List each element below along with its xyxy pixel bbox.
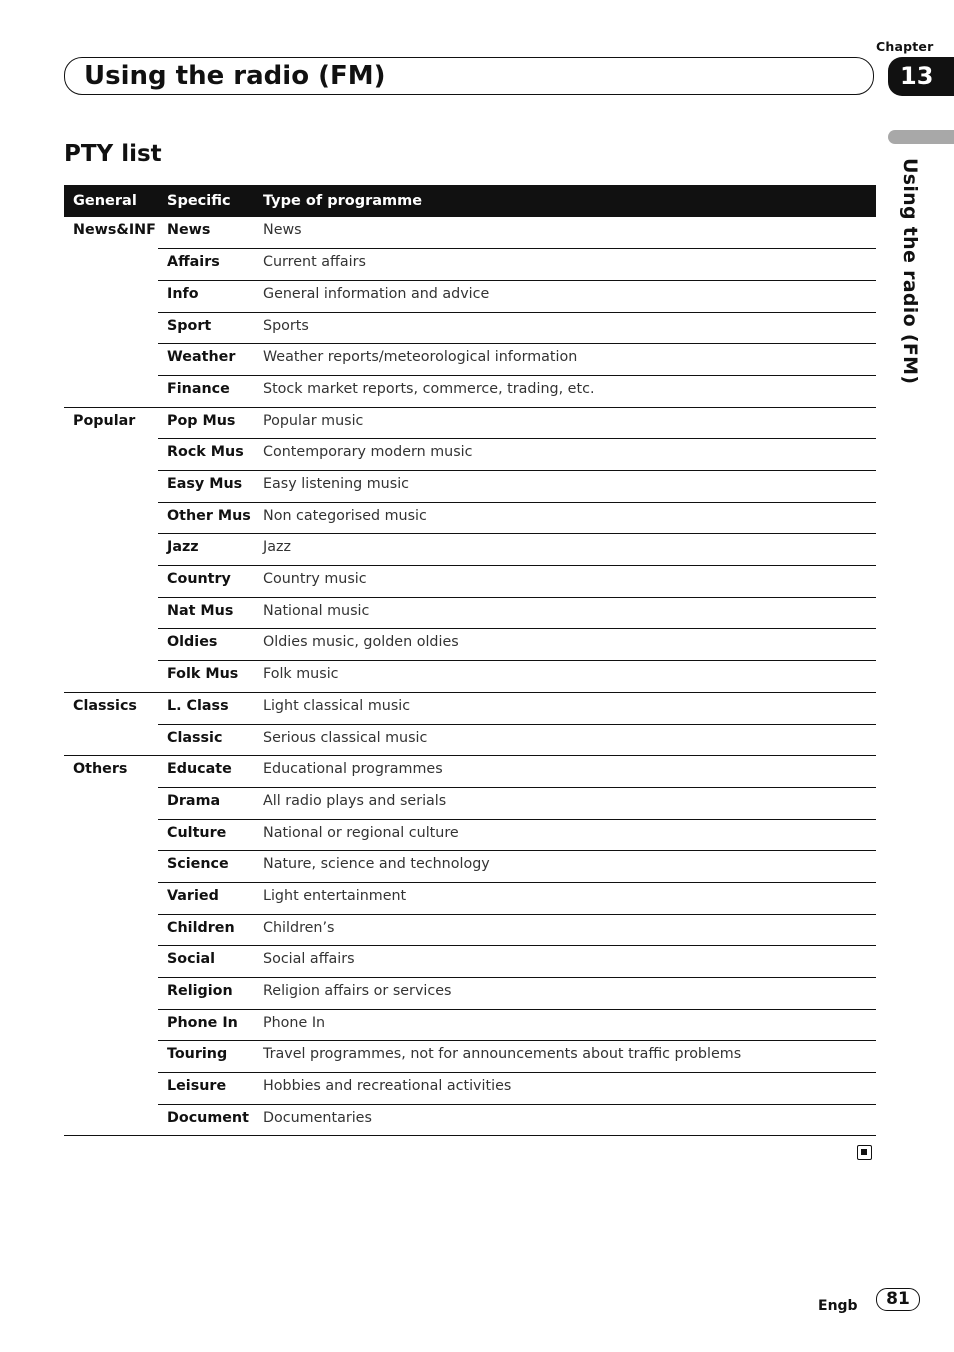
table-row: [64, 471, 876, 503]
specific-cell: News: [158, 217, 254, 249]
specific-cell: Nat Mus: [158, 597, 254, 629]
specific-cell: Other Mus: [158, 502, 254, 534]
programme-type-cell: General information and advice: [254, 280, 876, 312]
column-header-general: General: [64, 185, 158, 217]
table-row: [64, 344, 876, 376]
table-row: [64, 280, 876, 312]
table-row: [64, 439, 876, 471]
programme-type-cell: Light classical music: [254, 692, 876, 724]
table-row: [64, 882, 876, 914]
table-row: [64, 756, 876, 788]
page-number: 81: [876, 1288, 920, 1311]
chapter-label: Chapter: [876, 39, 934, 54]
specific-cell: Culture: [158, 819, 254, 851]
table-row: [64, 851, 876, 883]
specific-cell: L. Class: [158, 692, 254, 724]
pty-table: [64, 185, 876, 1136]
chapter-title-bar: [64, 57, 874, 95]
specific-cell: Rock Mus: [158, 439, 254, 471]
general-category-cell: Others: [64, 756, 158, 1136]
side-tab-bar: [888, 130, 954, 144]
specific-cell: Pop Mus: [158, 407, 254, 439]
specific-cell: Children: [158, 914, 254, 946]
programme-type-cell: Country music: [254, 566, 876, 598]
specific-cell: Document: [158, 1104, 254, 1136]
specific-cell: Jazz: [158, 534, 254, 566]
table-row: [64, 787, 876, 819]
specific-cell: Religion: [158, 978, 254, 1010]
table-row: [64, 407, 876, 439]
column-header-specific: Specific: [158, 185, 254, 217]
specific-cell: Classic: [158, 724, 254, 756]
table-row: [64, 217, 876, 249]
table-row: [64, 946, 876, 978]
footer-language: Engb: [818, 1298, 858, 1314]
specific-cell: Finance: [158, 375, 254, 407]
general-category-cell: News&INF: [64, 217, 158, 407]
programme-type-cell: Sports: [254, 312, 876, 344]
specific-cell: Leisure: [158, 1073, 254, 1105]
table-row: [64, 819, 876, 851]
specific-cell: Easy Mus: [158, 471, 254, 503]
programme-type-cell: Phone In: [254, 1009, 876, 1041]
specific-cell: Social: [158, 946, 254, 978]
programme-type-cell: Jazz: [254, 534, 876, 566]
chapter-number-tab: [888, 57, 954, 96]
chapter-number: 13: [900, 62, 934, 90]
table-row: [64, 1104, 876, 1136]
specific-cell: Oldies: [158, 629, 254, 661]
specific-cell: Science: [158, 851, 254, 883]
programme-type-cell: Folk music: [254, 661, 876, 693]
specific-cell: Educate: [158, 756, 254, 788]
table-row: [64, 692, 876, 724]
specific-cell: Phone In: [158, 1009, 254, 1041]
pty-table-header: [64, 185, 876, 217]
programme-type-cell: Travel programmes, not for announcements about traffic problems: [254, 1041, 876, 1073]
general-category-cell: Popular: [64, 407, 158, 692]
table-row: [64, 724, 876, 756]
table-row: [64, 375, 876, 407]
programme-type-cell: Oldies music, golden oldies: [254, 629, 876, 661]
specific-cell: Sport: [158, 312, 254, 344]
programme-type-cell: Easy listening music: [254, 471, 876, 503]
programme-type-cell: Documentaries: [254, 1104, 876, 1136]
section-heading: PTY list: [64, 141, 162, 167]
table-row: [64, 502, 876, 534]
side-tab-text: Using the radio (FM): [899, 158, 921, 385]
end-of-section-square-icon: [857, 1145, 872, 1160]
programme-type-cell: Serious classical music: [254, 724, 876, 756]
table-row: [64, 661, 876, 693]
specific-cell: Varied: [158, 882, 254, 914]
programme-type-cell: Children’s: [254, 914, 876, 946]
programme-type-cell: National or regional culture: [254, 819, 876, 851]
specific-cell: Info: [158, 280, 254, 312]
table-row: [64, 534, 876, 566]
programme-type-cell: Non categorised music: [254, 502, 876, 534]
programme-type-cell: Popular music: [254, 407, 876, 439]
specific-cell: Touring: [158, 1041, 254, 1073]
programme-type-cell: All radio plays and serials: [254, 787, 876, 819]
programme-type-cell: Current affairs: [254, 249, 876, 281]
programme-type-cell: Light entertainment: [254, 882, 876, 914]
specific-cell: Folk Mus: [158, 661, 254, 693]
programme-type-cell: Hobbies and recreational activities: [254, 1073, 876, 1105]
specific-cell: Drama: [158, 787, 254, 819]
table-row: [64, 1041, 876, 1073]
column-header-type: Type of programme: [254, 185, 876, 217]
chapter-title: Using the radio (FM): [84, 61, 386, 91]
specific-cell: Country: [158, 566, 254, 598]
specific-cell: Weather: [158, 344, 254, 376]
programme-type-cell: Educational programmes: [254, 756, 876, 788]
table-row: [64, 597, 876, 629]
programme-type-cell: Religion affairs or services: [254, 978, 876, 1010]
header-row: [64, 185, 876, 217]
general-category-cell: Classics: [64, 692, 158, 755]
table-row: [64, 1009, 876, 1041]
programme-type-cell: Nature, science and technology: [254, 851, 876, 883]
table-row: [64, 566, 876, 598]
specific-cell: Affairs: [158, 249, 254, 281]
pty-table-body: [64, 217, 876, 1136]
programme-type-cell: Stock market reports, commerce, trading, etc.: [254, 375, 876, 407]
programme-type-cell: News: [254, 217, 876, 249]
programme-type-cell: Social affairs: [254, 946, 876, 978]
table-row: [64, 249, 876, 281]
programme-type-cell: Contemporary modern music: [254, 439, 876, 471]
table-row: [64, 914, 876, 946]
table-row: [64, 629, 876, 661]
table-row: [64, 312, 876, 344]
table-row: [64, 1073, 876, 1105]
programme-type-cell: Weather reports/meteorological information: [254, 344, 876, 376]
table-row: [64, 978, 876, 1010]
programme-type-cell: National music: [254, 597, 876, 629]
